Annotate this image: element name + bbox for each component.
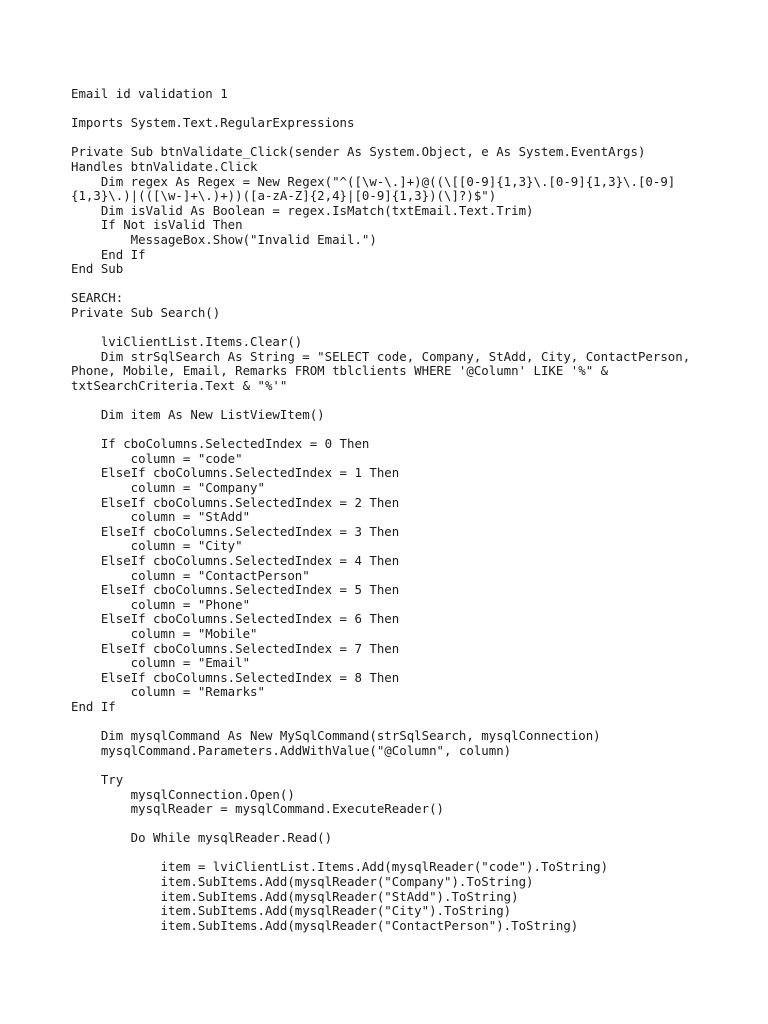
code-line: item = lviClientList.Items.Add(mysqlReader("code").ToString) bbox=[71, 859, 609, 875]
code-line: Try bbox=[71, 771, 124, 787]
code-line: {1,3}\.)|(([\w-]+\.)+))([a-zA-Z]{2,4}|[0-9]{1,3})(\]?)$") bbox=[71, 188, 497, 204]
code-line: End Sub bbox=[71, 261, 124, 277]
code-line: column = "City" bbox=[71, 538, 243, 554]
code-line: Phone, Mobile, Email, Remarks FROM tblclients WHERE '@Column' LIKE '%" & bbox=[71, 363, 609, 379]
code-line: ElseIf cboColumns.SelectedIndex = 8 Then bbox=[71, 669, 400, 685]
code-line: item.SubItems.Add(mysqlReader("Company").ToString) bbox=[71, 874, 534, 890]
code-line: End If bbox=[71, 698, 116, 714]
code-line bbox=[71, 131, 690, 146]
code-line: lviClientList.Items.Clear() bbox=[71, 334, 303, 350]
code-line: ElseIf cboColumns.SelectedIndex = 1 Then bbox=[71, 465, 400, 481]
code-line: Dim item As New ListViewItem() bbox=[71, 407, 325, 423]
code-line: Private Sub Search() bbox=[71, 304, 221, 320]
code-line bbox=[71, 715, 690, 730]
code-line: item.SubItems.Add(mysqlReader("ContactPerson").ToString) bbox=[71, 917, 579, 933]
code-line: End If bbox=[71, 246, 146, 262]
code-line: Private Sub btnValidate_Click(sender As System.Object, e As System.EventArgs) bbox=[71, 144, 646, 160]
code-line: SEARCH: bbox=[71, 290, 124, 306]
code-line: column = "StAdd" bbox=[71, 509, 251, 525]
code-line: Do While mysqlReader.Read() bbox=[71, 830, 333, 846]
code-line: Dim strSqlSearch As String = "SELECT code, Company, StAdd, City, ContactPerson, bbox=[71, 348, 691, 364]
code-line: ElseIf cboColumns.SelectedIndex = 2 Then bbox=[71, 494, 400, 510]
code-line bbox=[71, 817, 690, 832]
code-line bbox=[71, 321, 690, 336]
code-line bbox=[71, 846, 690, 861]
code-line: txtSearchCriteria.Text & "%'" bbox=[71, 377, 288, 393]
code-line: ElseIf cboColumns.SelectedIndex = 5 Then bbox=[71, 582, 400, 598]
code-line: mysqlCommand.Parameters.AddWithValue("@Column", column) bbox=[71, 742, 512, 758]
code-line: If cboColumns.SelectedIndex = 0 Then bbox=[71, 436, 370, 452]
code-line: column = "code" bbox=[71, 450, 243, 466]
code-line: Handles btnValidate.Click bbox=[71, 158, 258, 174]
code-listing bbox=[71, 87, 690, 933]
code-line: ElseIf cboColumns.SelectedIndex = 3 Then bbox=[71, 523, 400, 539]
code-line: column = "Remarks" bbox=[71, 684, 265, 700]
code-line: ElseIf cboColumns.SelectedIndex = 6 Then bbox=[71, 611, 400, 627]
code-line: column = "ContactPerson" bbox=[71, 567, 310, 583]
code-line: Dim regex As Regex = New Regex("^([\w-\.]+)@((\[[0-9]{1,3}\.[0-9]{1,3}\.[0-9] bbox=[71, 173, 676, 189]
code-line: item.SubItems.Add(mysqlReader("City").ToString) bbox=[71, 903, 512, 919]
code-line: column = "Company" bbox=[71, 480, 265, 496]
code-line: mysqlConnection.Open() bbox=[71, 786, 295, 802]
code-line bbox=[71, 758, 690, 773]
code-line bbox=[71, 423, 690, 438]
code-line: Imports System.Text.RegularExpressions bbox=[71, 115, 355, 131]
code-line: item.SubItems.Add(mysqlReader("StAdd").ToString) bbox=[71, 888, 519, 904]
code-line: Email id validation 1 bbox=[71, 86, 228, 101]
code-line: ElseIf cboColumns.SelectedIndex = 4 Then bbox=[71, 553, 400, 568]
code-line: column = "Mobile" bbox=[71, 625, 258, 641]
code-line: column = "Email" bbox=[71, 655, 251, 671]
code-line: mysqlReader = mysqlCommand.ExecuteReader() bbox=[71, 801, 444, 817]
code-line: Dim mysqlCommand As New MySqlCommand(strSqlSearch, mysqlConnection) bbox=[71, 728, 601, 744]
code-line bbox=[71, 277, 690, 292]
code-line: If Not isValid Then bbox=[71, 217, 243, 233]
code-line bbox=[71, 393, 690, 408]
code-line bbox=[71, 102, 690, 117]
code-line: MessageBox.Show("Invalid Email.") bbox=[71, 231, 377, 247]
code-line: column = "Phone" bbox=[71, 596, 251, 612]
code-line: ElseIf cboColumns.SelectedIndex = 7 Then bbox=[71, 640, 400, 656]
code-line: Dim isValid As Boolean = regex.IsMatch(txtEmail.Text.Trim) bbox=[71, 202, 534, 218]
